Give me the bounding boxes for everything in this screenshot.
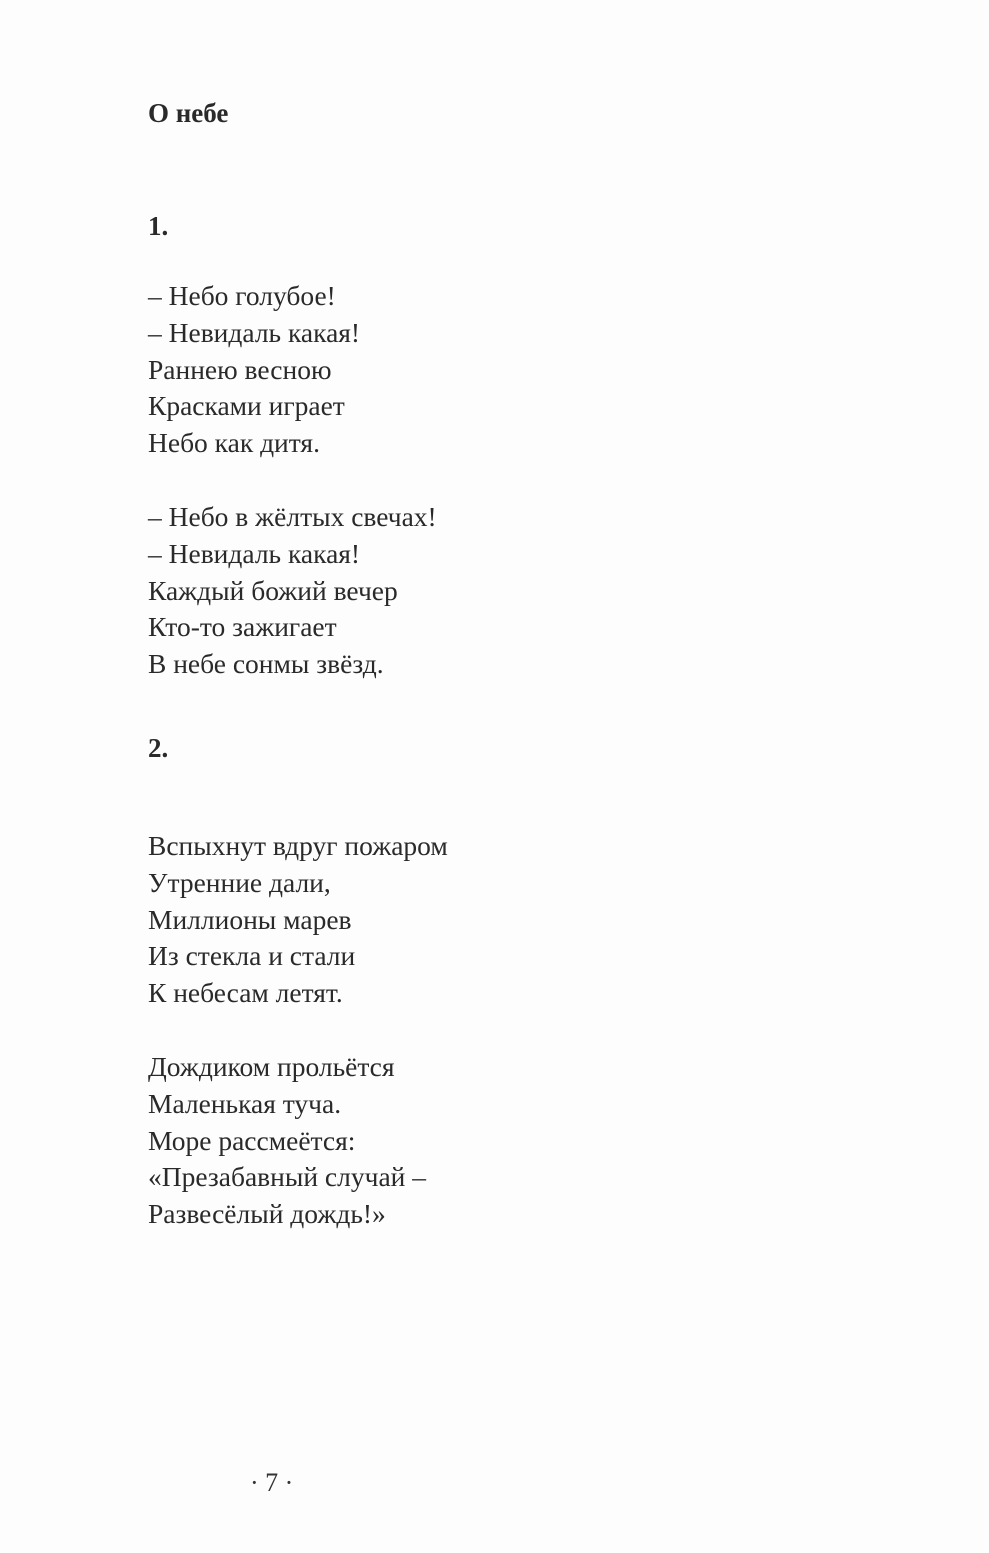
verse-line: Из стекла и стали [148,940,356,972]
verse-line: Небо как дитя. [148,427,320,459]
verse-line: – Невидаль какая! [148,316,361,348]
stanza [148,278,360,462]
verse-line: Дождиком прольётся [148,1051,395,1082]
verse-line: Утренние дали, [148,866,331,898]
verse-line: – Невидаль какая! [148,537,361,569]
verse-line: Раннею весною [148,353,332,385]
page-number: · 7 · [250,1468,294,1497]
verse-line: Красками играет [148,390,345,422]
verse-line: – Небо в жёлтых свечах! [148,501,437,532]
verse-line: Кто-то зажигает [148,611,337,643]
section-number: 1. [148,211,169,241]
section-number: 2. [148,733,169,763]
stanza [148,828,448,1012]
verse-line: «Презабавный случай – [148,1161,426,1193]
verse-line: Вспыхнут вдруг пожаром [148,830,448,861]
verse-line: Море рассмеётся: [148,1124,356,1156]
poem-title: О небе [148,98,229,128]
verse-line: Маленькая туча. [148,1087,342,1119]
verse-line: Миллионы марев [148,903,352,935]
stanza [148,499,437,683]
verse-line: В небе сонмы звёзд. [148,648,384,680]
verse-line: – Небо голубое! [148,280,336,311]
verse-line: Каждый божий вечер [148,574,398,606]
stanza [148,1049,426,1233]
verse-line: Развесёлый дождь!» [148,1198,386,1230]
verse-line: К небесам летят. [148,977,343,1009]
